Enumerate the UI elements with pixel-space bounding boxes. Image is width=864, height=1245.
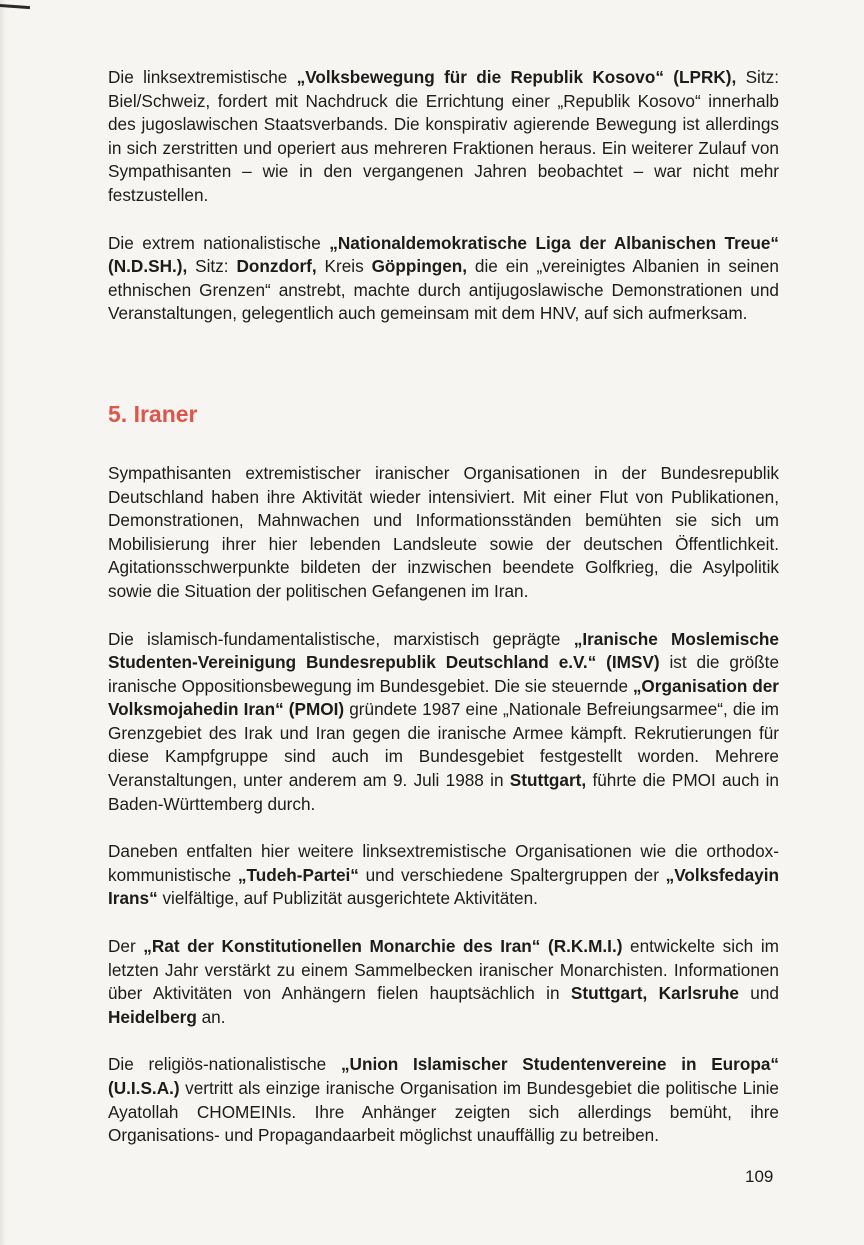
segment: Der [108, 936, 144, 957]
page-left-edge-shadow [0, 0, 6, 1245]
segment: die ein „vereinigtes Albanien in seinen ethnischen Grenzen“ anstrebt, machte durch antijugoslawische Demonstrationen und Veranstaltungen, gelegentlich auch gemeinsam mit dem HNV, auf sich aufmerksam. [108, 256, 779, 324]
section-heading [108, 400, 779, 428]
section-number: 5. [108, 400, 128, 427]
segment: entwickelte sich im letzten Jahr verstärkt zu einem Sammelbecken iranischer Monarchisten. Informationen über Aktivitäten von Anhängern fielen hauptsächlich in [108, 936, 779, 1004]
org-name-imsv: „Iranische Moslemische Studenten-Vereinigung Bundesrepublik Deutschland e.V.“ (IMSV) [108, 628, 779, 673]
segment: Sitz: [187, 256, 237, 277]
segment: und verschiedene Spaltergruppen der [358, 864, 666, 885]
segment: an. [196, 1006, 226, 1027]
segment: Sympathisanten extremistischer iranischer Organisationen in der Bundesrepublik Deutschland haben ihre Aktivität wieder intensiviert. Mit einer Flut von Publikationen, Demonstrationen, Mahnwachen und Informationsständen bemühten sie sich um Mobilisierung ihrer hier lebenden Landsleute sowie der deutschen Öffentlichkeit. Agitationsschwerpunkte bildeten der inzwischen beendete Golfkrieg, die Asylpolitik sowie die Situation der politischen Gefangenen im Iran. [108, 462, 779, 601]
org-name-rkmi: „Rat der Konstitutionellen Monarchie des Iran“ (R.K.M.I.) [143, 936, 623, 957]
paragraph-ndsh [108, 232, 779, 326]
place-heidelberg: Heidelberg [108, 1006, 197, 1027]
segment: Die religiös-nationalistische [108, 1054, 341, 1075]
paragraph-iraner-intro [108, 462, 779, 604]
page-number: 109 [745, 1167, 774, 1186]
segment: Sitz: Biel/Schweiz, fordert mit Nachdruck die Errichtung einer „Republik Kosovo“ innerhalb des jugoslawischen Staatsverbands. Die konspirativ agierende Bewegung ist allerdings in sich zerstritten und operiert aus mehreren Fraktionen heraus. Ein weiterer Zulauf von Sympathisanten – wie in den vergangenen Jahren beobachtet – war nicht mehr festzustellen. [108, 67, 779, 205]
paragraph-tudeh [108, 840, 779, 911]
segment: vertritt als einzige iranische Organisation im Bundesgebiet die politische Linie Ayatollah CHOMEINIs. Ihre Anhänger zeigten sich allerdings bemüht, ihre Organisations- und Propagandaarbeit möglichst unauffällig zu betreiben. [108, 1078, 779, 1146]
segment: gründete 1987 eine „Nationale Befreiungsarmee“, die im Grenzgebiet des Irak und Iran gegen die iranische Armee kämpft. Rekrutierungen für diese Kampfgruppe sind auch im Bundesgebiet festgestellt worden. Mehrere Veranstaltungen, unter anderem am 9. Juli 1988 in [108, 699, 779, 791]
paragraph-imsv [108, 628, 779, 817]
paragraph-rkmi [108, 935, 779, 1029]
paragraph-lprk [108, 66, 779, 208]
segment: führte die PMOI auch in Baden-Württemberg durch. [108, 770, 779, 814]
segment: vielfältige, auf Publizität ausgerichtete Aktivitäten. [157, 888, 538, 909]
segment: Die islamisch-fundamentalistische, marxistisch geprägte [108, 628, 574, 649]
place-stuttgart-karlsruhe: Stuttgart, Karlsruhe [570, 983, 739, 1004]
org-name-lprk: „Volksbewegung für die Republik Kosovo“ (LPRK), [296, 67, 737, 87]
document-body [108, 66, 779, 1148]
segment: Die linksextremistische [108, 67, 297, 87]
org-name-tudeh: „Tudeh-Partei“ [237, 864, 359, 885]
segment: und [738, 983, 779, 1004]
org-name-volksfedayin: „Volksfedayin Irans“ [108, 864, 779, 909]
segment: Daneben entfalten hier weitere linksextremistische Organisationen wie die orthodox-kommunistische [108, 841, 779, 885]
paragraph-uisa [108, 1053, 779, 1147]
segment: Die extrem nationalistische [108, 232, 330, 253]
org-name-pmoi: „Organisation der Volksmojahedin Iran“ (PMOI) [108, 675, 779, 720]
segment: Kreis [316, 256, 372, 277]
place-donzdorf: Donzdorf, [236, 256, 317, 277]
place-stuttgart: Stuttgart, [509, 770, 587, 791]
org-name-uisa: „Union Islamischer Studentenvereine in Europa“ (U.I.S.A.) [108, 1054, 779, 1098]
segment: ist die größte iranische Oppositionsbewegung im Bundesgebiet. Die sie steuernde [108, 652, 779, 696]
place-goeppingen: Göppingen, [371, 256, 468, 277]
org-name-ndsh: „Nationaldemokratische Liga der Albanischen Treue“ (N.D.SH.), [108, 232, 779, 277]
section-title: Iraner [133, 400, 198, 427]
